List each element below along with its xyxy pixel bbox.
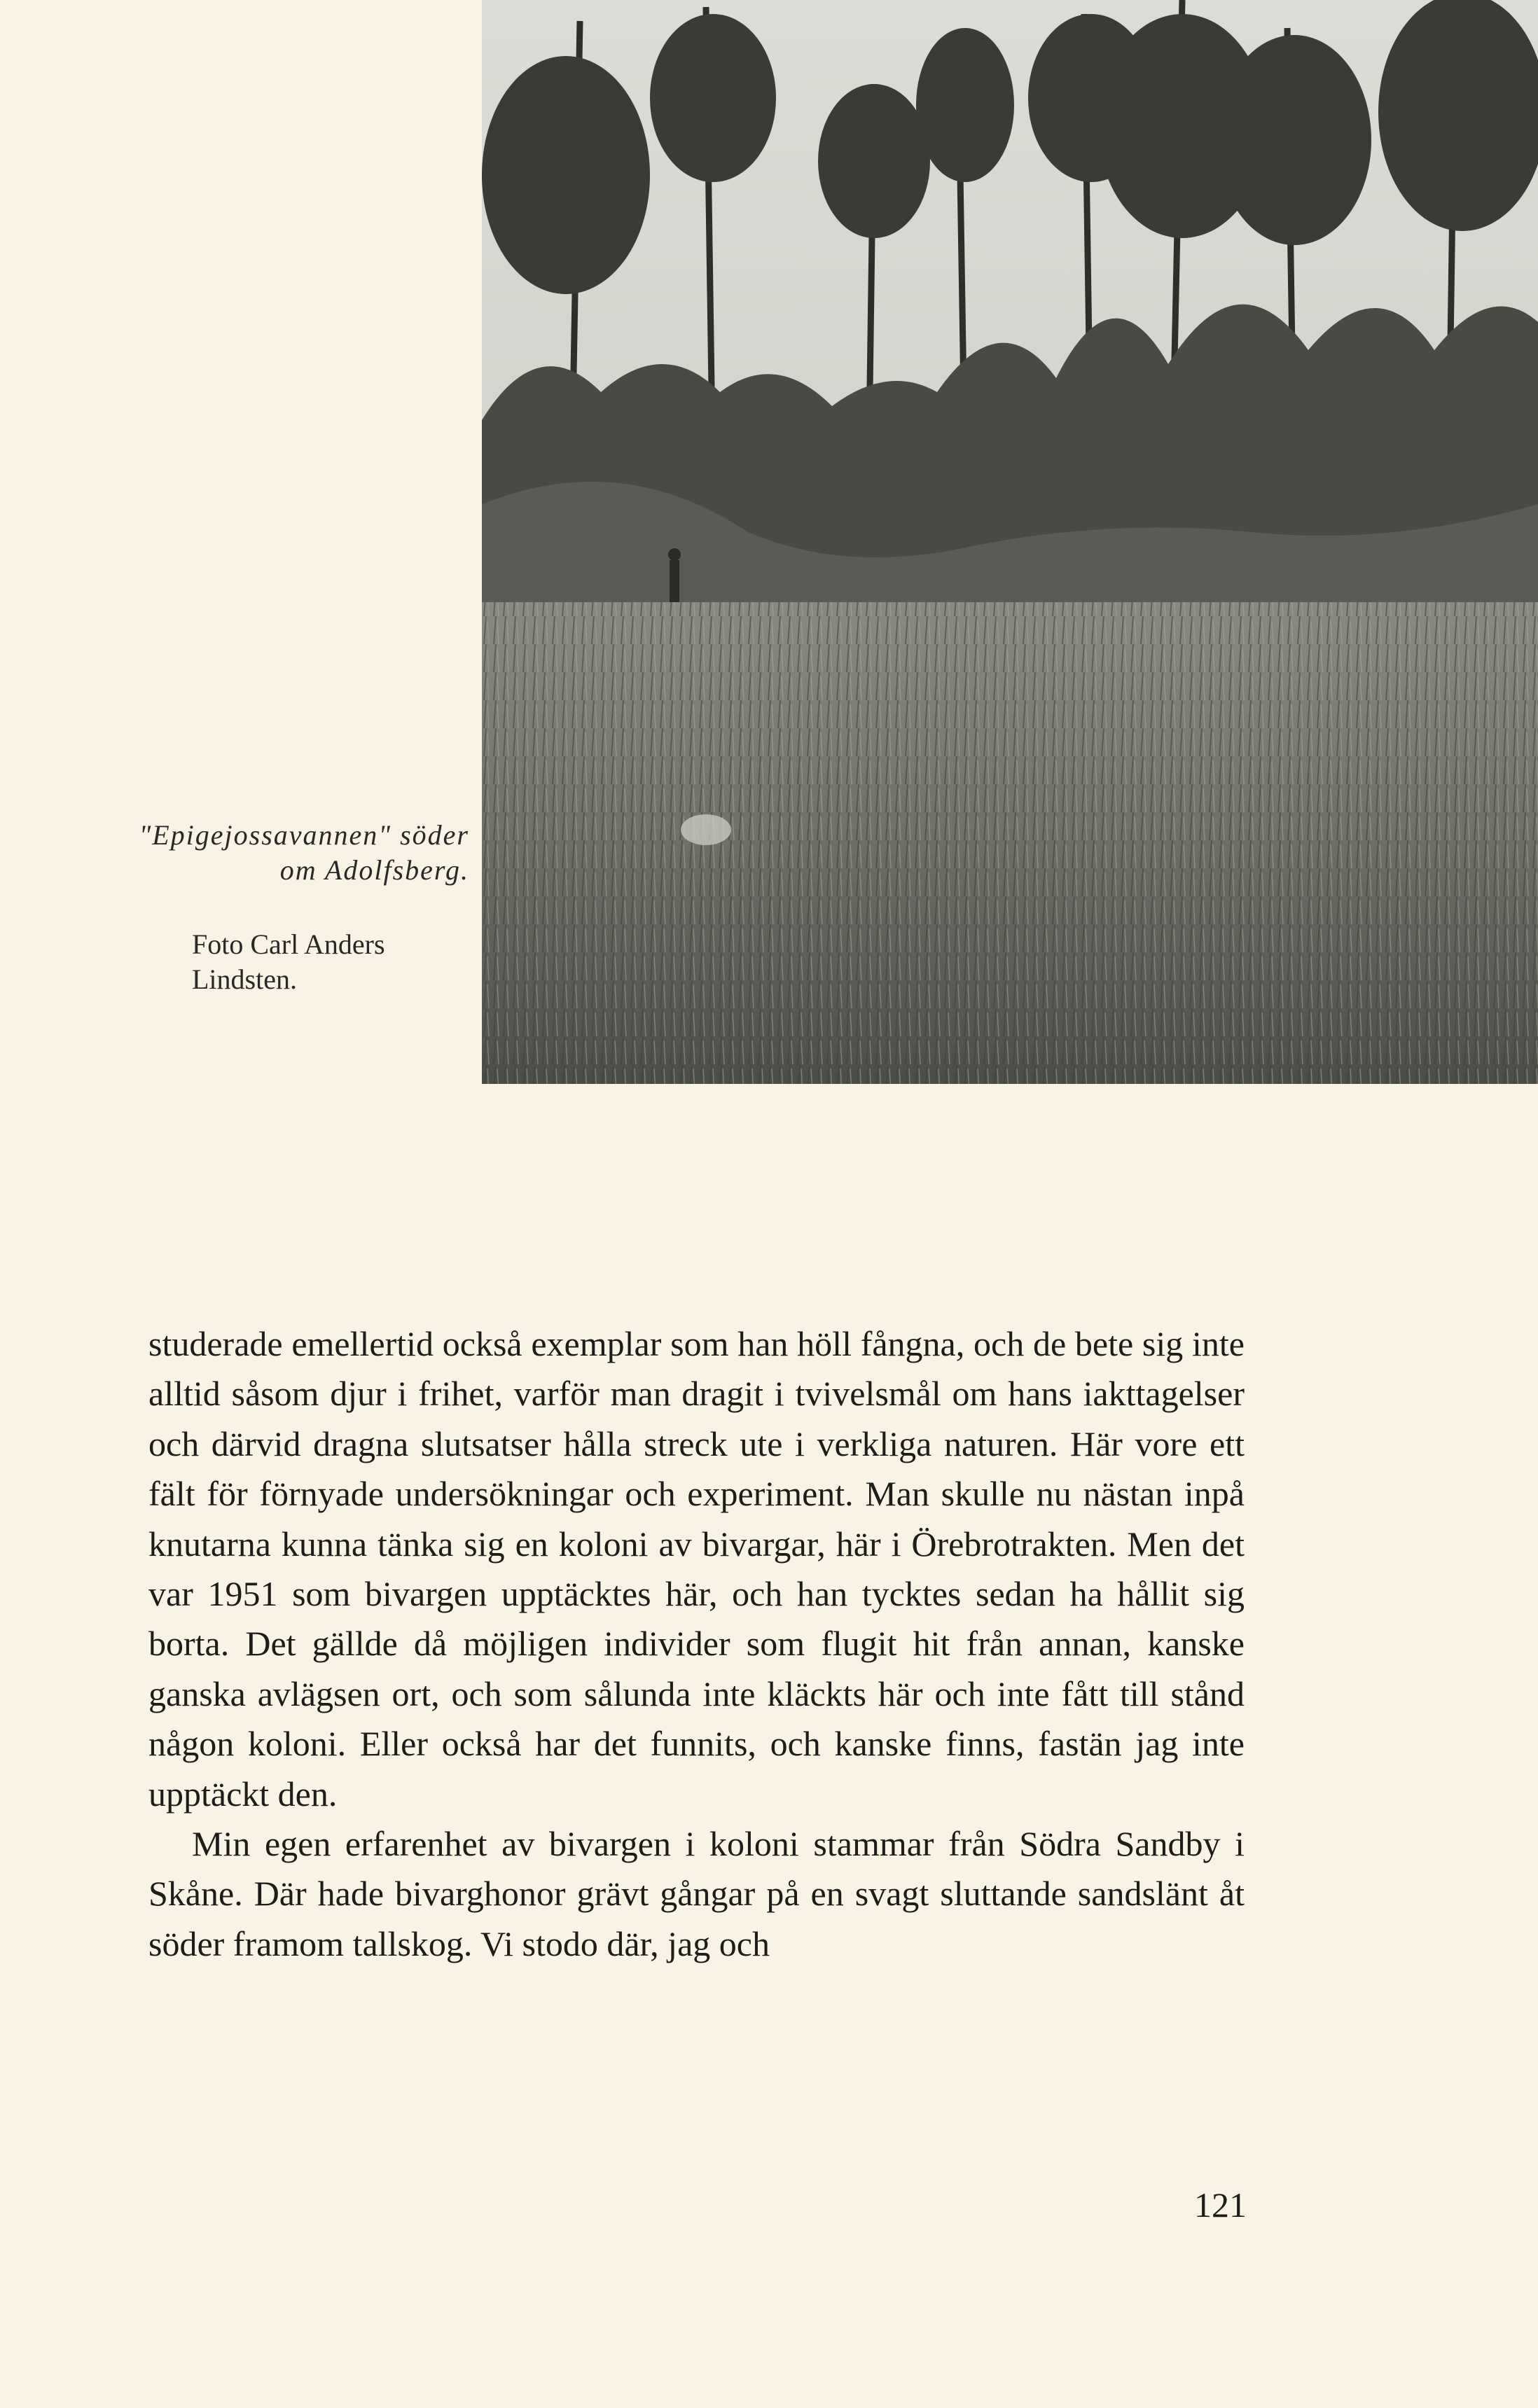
paragraph: Min egen erfarenhet av bivargen i koloni stammar från Södra Sandby i Skåne. Där hade bivarghonor grävt gångar på en svagt sluttande sandslänt åt söder framom tallskog. Vi stodo där, jag och (148, 1824, 1245, 1963)
page-number: 121 (1194, 2185, 1247, 2225)
caption-title: "Epigejossavannen" söder om Adolfsberg. (139, 819, 469, 886)
photo-caption (119, 818, 469, 997)
body-text (148, 1319, 1245, 1969)
caption-credit: Foto Carl Anders Lindsten. (192, 928, 385, 995)
forest-photo-image (482, 0, 1538, 1084)
paragraph: studerade emellertid också exemplar som han höll fångna, och de bete sig inte alltid såsom djur i frihet, varför man dragit i tvivelsmål om hans iakttagelser och därvid dragna slutsatser hålla streck ute i verkliga naturen. Här vore ett fält för förnyade undersökningar och experiment. Man skulle nu nästan inpå knutarna kunna tänka sig en koloni av bivargar, här i Örebrotrakten. Men det var 1951 som bivargen upptäcktes här, och han tycktes sedan ha hållit sig borta. Det gällde då möjligen individer som flugit hit från annan, kanske ganska avlägsen ort, och som sålunda inte kläckts här och inte fått till stånd någon koloni. Eller också har det funnits, och kanske finns, fastän jag inte upptäckt den. (148, 1324, 1245, 1814)
forest-photograph (482, 0, 1538, 1084)
